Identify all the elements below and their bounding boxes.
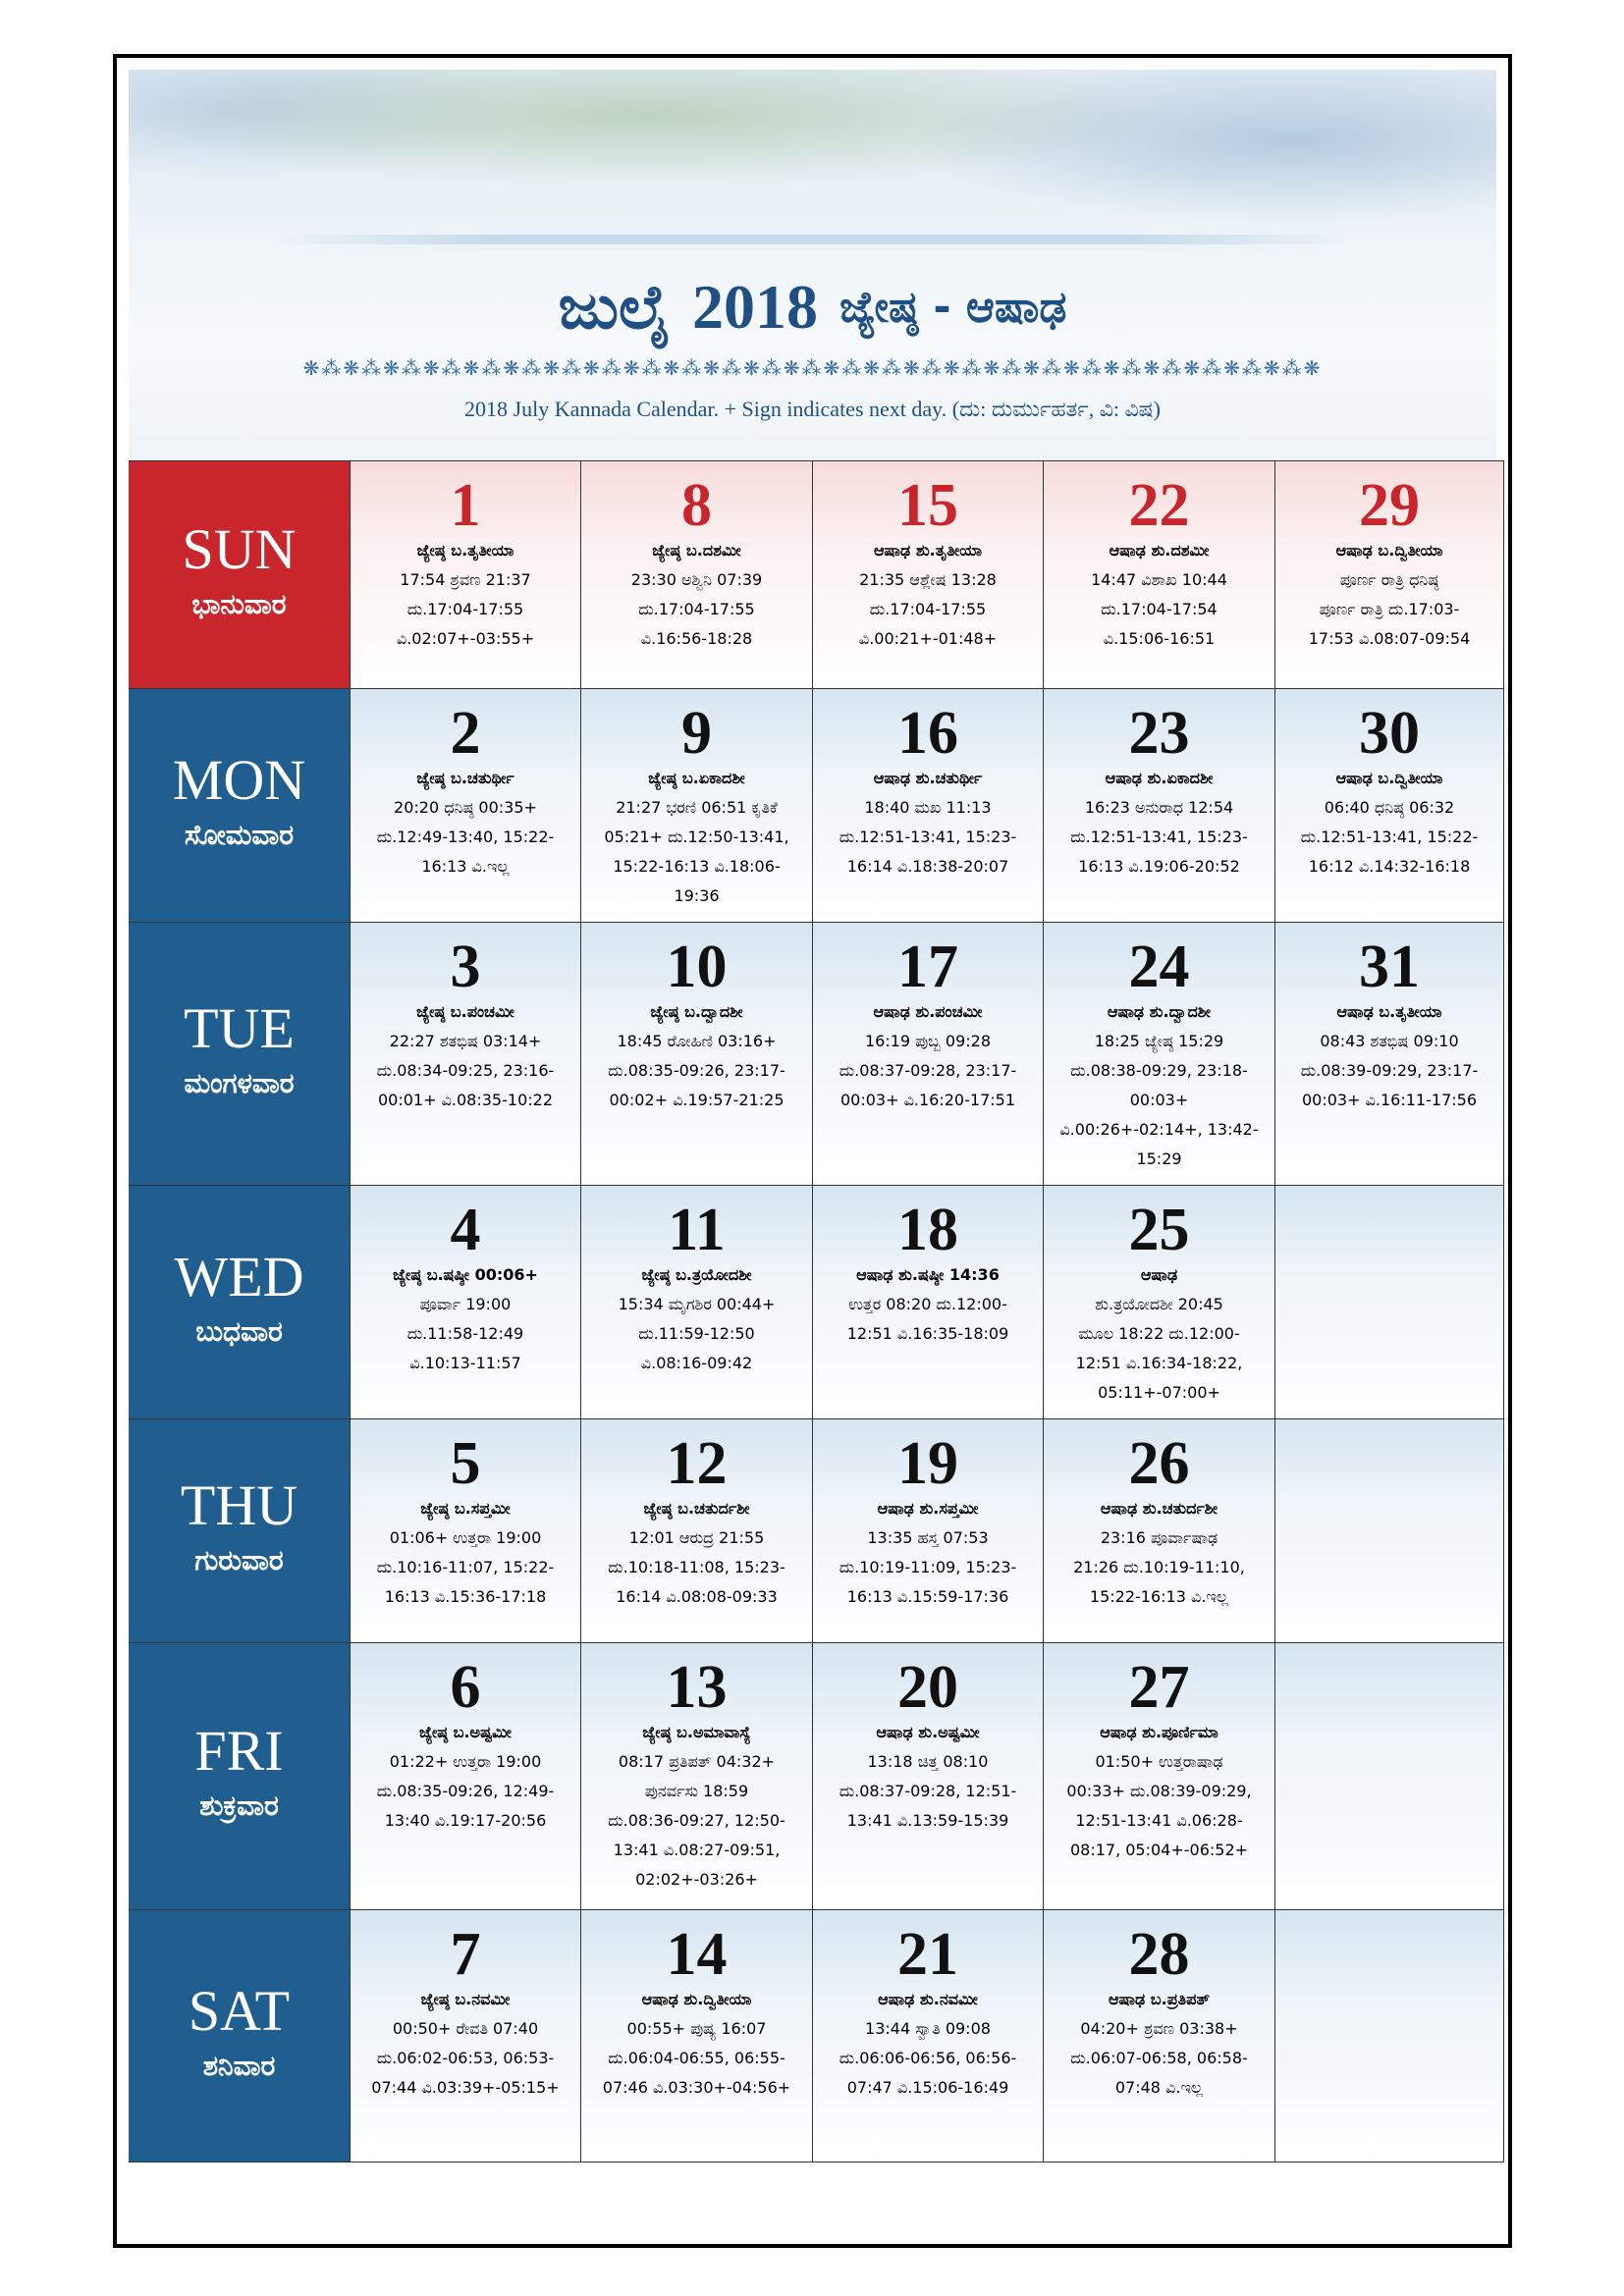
date-number: 29 <box>1359 472 1420 539</box>
panchang-line: 16:13 ವಿ.ಇಲ್ಲ <box>421 857 510 876</box>
panchang-info <box>813 536 1043 654</box>
panchang-info <box>813 997 1043 1115</box>
week-row-sat <box>129 1910 1504 2163</box>
panchang-line: ಆಷಾಢ ಶು.ಅಷ್ಟಮೀ <box>876 1723 980 1741</box>
date-number: 17 <box>897 934 958 1000</box>
date-cell-23 <box>1044 689 1275 922</box>
panchang-line: ಜ್ಯೇಷ್ಠ ಬ.ಏಕಾದಶೀ <box>648 769 745 787</box>
date-number: 20 <box>897 1654 958 1721</box>
panchang-line: ದು.08:35-09:26, 12:49- <box>376 1782 555 1800</box>
day-name-kannada: ಸೋಮವಾರ <box>184 819 295 851</box>
page-title <box>129 271 1496 344</box>
panchang-line: 00:03+ <box>1129 1091 1189 1109</box>
panchang-line: ಆಷಾಢ ಶು.ದ್ವಿತೀಯಾ <box>641 1990 752 2008</box>
panchang-line: ಜ್ಯೇಷ್ಠ ಬ.ಸಪ್ತಮೀ <box>420 1499 511 1518</box>
day-label-sat <box>129 1910 351 2162</box>
panchang-line: 21:26 ದು.10:19-11:10, <box>1073 1558 1245 1576</box>
panchang-line: 19:36 <box>674 886 720 905</box>
panchang-line: 04:20+ ಶ್ರವಣ 03:38+ <box>1080 2019 1238 2038</box>
panchang-line: 20:20 ಧನಿಷ್ಠ 00:35+ <box>394 798 537 817</box>
panchang-line: 13:40 ವಿ.19:17-20:56 <box>384 1811 547 1830</box>
panchang-line: ಶು.ತ್ರಯೋದಶೀ 20:45 <box>1095 1295 1223 1313</box>
date-cell-13 <box>581 1643 813 1909</box>
date-cell-14 <box>581 1910 813 2162</box>
subtitle: 2018 July Kannada Calendar. + Sign indicates next day. (ದು: ದುರ್ಮುಹರ್ತ, ವಿ: ವಿಷ) <box>464 397 1161 421</box>
panchang-line: ಆಷಾಢ ಶು.ನವಮೀ <box>878 1990 978 2008</box>
panchang-line: 00:55+ ಪುಷ್ಯ 16:07 <box>626 2019 767 2038</box>
panchang-line: ಆಷಾಢ ಶು.ಪಂಚಮೀ <box>873 1002 983 1021</box>
panchang-line: 12:51-13:41 ವಿ.06:28- <box>1075 1811 1243 1830</box>
date-number: 3 <box>450 934 481 1000</box>
panchang-line: 07:44 ವಿ.03:39+-05:15+ <box>371 2078 560 2097</box>
date-number: 21 <box>897 1921 958 1988</box>
date-number: 16 <box>897 700 958 767</box>
date-cell-29 <box>1275 461 1504 688</box>
date-cell-15 <box>813 461 1044 688</box>
empty-cell <box>1275 1419 1504 1642</box>
panchang-line: ವಿ.08:16-09:42 <box>640 1354 753 1372</box>
panchang-line: ದು.08:35-09:26, 23:17- <box>608 1061 785 1080</box>
panchang-line: ಪೂರ್ಣ ರಾತ್ರಿ ದು.17:03- <box>1319 600 1460 618</box>
date-cell-30 <box>1275 689 1504 922</box>
panchang-line: ಆಷಾಢ ಶು.ದಶಮೀ <box>1109 541 1210 560</box>
date-number: 28 <box>1128 1921 1190 1988</box>
day-label-sun <box>129 461 351 688</box>
panchang-line: ದು.17:04-17:55 <box>638 600 755 618</box>
panchang-line: ವಿ.15:06-16:51 <box>1103 629 1216 648</box>
panchang-line: ದು.12:51-13:41, 15:22- <box>1300 828 1479 846</box>
calendar-header <box>129 70 1496 462</box>
empty-cell <box>1275 1910 1504 2162</box>
day-name-english: TUE <box>184 996 295 1060</box>
day-label-tue <box>129 923 351 1185</box>
day-name-english: WED <box>174 1245 304 1308</box>
day-label-wed <box>129 1186 351 1418</box>
empty-cell <box>1275 1186 1504 1418</box>
panchang-line: 23:16 ಪೂರ್ವಾಷಾಢ <box>1100 1528 1218 1547</box>
panchang-line: 16:13 ವಿ.15:36-17:18 <box>384 1587 547 1606</box>
date-number: 7 <box>450 1921 481 1988</box>
panchang-line: 12:51 ವಿ.16:35-18:09 <box>846 1324 1009 1343</box>
panchang-line: ವಿ.10:13-11:57 <box>409 1354 521 1372</box>
date-cell-28 <box>1044 1910 1275 2162</box>
panchang-line: ಪೂರ್ವಾ 19:00 <box>419 1295 512 1313</box>
panchang-line: 16:23 ಅನುರಾಧ 12:54 <box>1084 798 1234 817</box>
day-label-thu <box>129 1419 351 1642</box>
panchang-line: 16:12 ವಿ.14:32-16:18 <box>1308 857 1471 876</box>
date-number: 31 <box>1359 934 1420 1000</box>
panchang-line: ವಿ.00:21+-01:48+ <box>858 629 998 648</box>
panchang-line: ದು.06:02-06:53, 06:53- <box>376 2049 555 2067</box>
panchang-info <box>581 764 812 911</box>
day-name-kannada: ಶುಕ್ರವಾರ <box>199 1789 279 1822</box>
panchang-line: ಆಷಾಢ ಶು.ಪೂರ್ಣಿಮಾ <box>1100 1723 1218 1741</box>
panchang-line: 15:22-16:13 ವಿ.ಇಲ್ಲ <box>1089 1587 1229 1606</box>
date-number: 12 <box>666 1430 728 1497</box>
day-name-english: MON <box>172 748 306 812</box>
week-row-sun <box>129 461 1504 689</box>
panchang-info <box>1275 997 1503 1115</box>
panchang-line: 12:51 ವಿ.16:34-18:22, <box>1075 1354 1243 1372</box>
panchang-line: ದು.17:04-17:55 <box>869 600 987 618</box>
panchang-line: ವಿ.16:56-18:28 <box>640 629 753 648</box>
panchang-info <box>351 764 580 881</box>
panchang-info <box>813 1494 1043 1612</box>
day-name-english: SUN <box>182 517 297 581</box>
title-month-kannada: ಜುಲೈ <box>558 271 672 343</box>
date-cell-3 <box>351 923 581 1185</box>
panchang-line: ದು.12:49-13:40, 15:22- <box>376 828 555 846</box>
date-number: 8 <box>681 472 712 539</box>
day-name-kannada: ಶನಿವಾರ <box>202 2050 276 2082</box>
date-cell-19 <box>813 1419 1044 1642</box>
panchang-line: 17:54 ಶ್ರವಣ 21:37 <box>400 570 531 589</box>
panchang-line: ದು.11:59-12:50 <box>638 1324 755 1343</box>
panchang-line: ಜ್ಯೇಷ್ಠ ಬ.ದಶಮೀ <box>652 541 741 560</box>
panchang-line: 15:34 ಮೃಗಶಿರ 00:44+ <box>618 1295 776 1313</box>
panchang-line: ದು.06:04-06:55, 06:55- <box>608 2049 785 2067</box>
panchang-info <box>813 1985 1043 2103</box>
panchang-line: 13:41 ವಿ.13:59-15:39 <box>846 1811 1009 1830</box>
panchang-info <box>351 1718 580 1836</box>
day-name-english: SAT <box>188 1979 291 2043</box>
panchang-line: ದು.08:37-09:28, 12:51- <box>839 1782 1017 1800</box>
date-number: 9 <box>681 700 712 767</box>
panchang-line: 08:17, 05:04+-06:52+ <box>1069 1841 1249 1859</box>
panchang-line: ಜ್ಯೇಷ್ಠ ಬ.ಷಷ್ಠೀ 00:06+ <box>393 1265 538 1284</box>
panchang-line: ದು.10:16-11:07, 15:22- <box>376 1558 555 1576</box>
panchang-line: 23:30 ಅಶ್ವಿನಿ 07:39 <box>630 570 763 589</box>
panchang-line: ದು.17:04-17:55 <box>406 600 524 618</box>
panchang-line: ಪೂರ್ಣ ರಾತ್ರಿ ಧನಿಷ್ಠ <box>1339 570 1439 589</box>
panchang-line: 15:29 <box>1136 1149 1182 1168</box>
date-cell-18 <box>813 1186 1044 1418</box>
panchang-line: ದು.08:36-09:27, 12:50- <box>608 1811 785 1830</box>
calendar-grid <box>129 460 1504 2097</box>
panchang-line: ಆಷಾಢ ಬ.ತೃತೀಯಾ <box>1336 1002 1442 1021</box>
calendar-frame <box>113 54 1512 2248</box>
panchang-line: ದು.08:37-09:28, 23:17- <box>839 1061 1017 1080</box>
date-number: 1 <box>450 472 481 539</box>
day-name-kannada: ಗುರುವಾರ <box>194 1544 284 1576</box>
panchang-info <box>581 1260 812 1378</box>
date-number: 30 <box>1359 700 1420 767</box>
panchang-line: ಆಷಾಢ ಬ.ಪ್ರತಿಪತ್ <box>1108 1990 1211 2008</box>
date-cell-11 <box>581 1186 813 1418</box>
panchang-line: ಆಷಾಢ ಶು.ಚತುರ್ದಶೀ <box>1100 1499 1218 1518</box>
panchang-line: 12:01 ಆರುದ್ರ 21:55 <box>628 1528 765 1547</box>
date-number: 4 <box>450 1197 481 1263</box>
date-cell-6 <box>351 1643 581 1909</box>
week-row-tue <box>129 923 1504 1186</box>
date-cell-16 <box>813 689 1044 922</box>
panchang-line: 01:06+ ಉತ್ತರಾ 19:00 <box>389 1528 542 1547</box>
panchang-info <box>1044 536 1274 654</box>
date-cell-20 <box>813 1643 1044 1909</box>
panchang-line: 05:11+-07:00+ <box>1098 1383 1220 1402</box>
panchang-line: 13:44 ಸ್ವಾತಿ 09:08 <box>865 2019 991 2038</box>
panchang-line: 13:35 ಹಸ್ತ 07:53 <box>867 1528 989 1547</box>
date-number: 13 <box>666 1654 728 1721</box>
date-cell-26 <box>1044 1419 1275 1642</box>
panchang-line: 16:19 ಪುಬ್ಬ 09:28 <box>864 1032 992 1050</box>
date-number: 19 <box>897 1430 958 1497</box>
panchang-info <box>351 1985 580 2103</box>
date-number: 22 <box>1128 472 1190 539</box>
panchang-line: 01:22+ ಉತ್ತರಾ 19:00 <box>389 1752 542 1771</box>
panchang-line: 08:17 ಪ್ರತಿಪತ್ 04:32+ <box>618 1752 776 1771</box>
panchang-line: ದು.11:58-12:49 <box>406 1324 524 1343</box>
panchang-info <box>1044 997 1274 1174</box>
panchang-line: ಆಷಾಢ ಬ.ದ್ವಿತೀಯಾ <box>1335 541 1443 560</box>
date-cell-25 <box>1044 1186 1275 1418</box>
panchang-line: 15:22-16:13 ವಿ.18:06- <box>613 857 781 876</box>
week-row-wed <box>129 1186 1504 1419</box>
panchang-line: 21:27 ಭರಣಿ 06:51 ಕೃತಿಕೆ <box>616 798 778 817</box>
panchang-line: ಜ್ಯೇಷ್ಠ ಬ.ತೃತೀಯಾ <box>416 541 514 560</box>
panchang-info <box>813 1718 1043 1836</box>
panchang-info <box>581 1985 812 2103</box>
panchang-line: 13:41 ವಿ.08:27-09:51, <box>613 1841 781 1859</box>
date-number: 11 <box>668 1197 726 1263</box>
panchang-info <box>1044 1260 1274 1408</box>
panchang-line: 07:48 ವಿ.ಇಲ್ಲ <box>1114 2078 1204 2097</box>
panchang-line: 00:03+ ವಿ.16:11-17:56 <box>1302 1091 1477 1109</box>
date-cell-12 <box>581 1419 813 1642</box>
panchang-info <box>1044 1494 1274 1612</box>
panchang-line: 07:47 ವಿ.15:06-16:49 <box>846 2078 1009 2097</box>
panchang-line: 16:14 ವಿ.08:08-09:33 <box>616 1587 778 1606</box>
panchang-line: ಪುನರ್ವಸು 18:59 <box>644 1782 749 1800</box>
panchang-info <box>1044 1985 1274 2103</box>
panchang-line: 00:33+ ದು.08:39-09:29, <box>1066 1782 1252 1800</box>
panchang-line: ದು.17:04-17:54 <box>1101 600 1218 618</box>
day-name-kannada: ಬುಧವಾರ <box>195 1315 283 1348</box>
date-cell-8 <box>581 461 813 688</box>
panchang-info <box>351 536 580 654</box>
date-cell-24 <box>1044 923 1275 1185</box>
date-number: 18 <box>897 1197 958 1263</box>
panchang-line: ಆಷಾಢ ಶು.ಏಕಾದಶೀ <box>1105 769 1214 787</box>
panchang-info <box>1275 536 1503 654</box>
date-number: 23 <box>1128 700 1190 767</box>
panchang-line: 16:13 ವಿ.19:06-20:52 <box>1078 857 1240 876</box>
panchang-line: ಮೂಲ 18:22 ದು.12:00- <box>1078 1324 1240 1343</box>
panchang-line: ದು.08:39-09:29, 23:17- <box>1300 1061 1479 1080</box>
panchang-line: ಜ್ಯೇಷ್ಠ ಬ.ಚತುರ್ದಶೀ <box>643 1499 750 1518</box>
date-cell-31 <box>1275 923 1504 1185</box>
panchang-line: ಉತ್ತರ 08:20 ದು.12:00- <box>848 1295 1007 1313</box>
panchang-info <box>351 1494 580 1612</box>
date-number: 25 <box>1128 1197 1190 1263</box>
panchang-line: ಜ್ಯೇಷ್ಠ ಬ.ಚತುರ್ಥೀ <box>416 769 514 787</box>
day-name-kannada: ಭಾನುವಾರ <box>191 588 287 620</box>
panchang-info <box>351 997 580 1115</box>
week-row-fri <box>129 1643 1504 1910</box>
panchang-line: 21:35 ಆಶ್ಲೇಷ 13:28 <box>859 570 997 589</box>
panchang-line: 02:02+-03:26+ <box>635 1870 758 1889</box>
week-row-mon <box>129 689 1504 923</box>
panchang-line: 01:50+ ಉತ್ತರಾಷಾಢ <box>1095 1752 1223 1771</box>
day-name-english: FRI <box>194 1719 284 1783</box>
panchang-line: 00:02+ ವಿ.19:57-21:25 <box>609 1091 785 1109</box>
panchang-line: ಜ್ಯೇಷ್ಠ ಬ.ಅಮಾವಾಸ್ಯೆ <box>642 1723 751 1741</box>
date-number: 24 <box>1128 934 1190 1000</box>
panchang-line: ದು.06:06-06:56, 06:56- <box>839 2049 1017 2067</box>
header-decor-bar <box>276 235 1349 244</box>
date-number: 15 <box>897 472 958 539</box>
panchang-line: 05:21+ ದು.12:50-13:41, <box>604 828 789 846</box>
panchang-info <box>581 1494 812 1612</box>
date-number: 2 <box>450 700 481 767</box>
date-cell-21 <box>813 1910 1044 2162</box>
panchang-line: ಆಷಾಢ ಶು.ದ್ವಾದಶೀ <box>1107 1002 1212 1021</box>
panchang-line: 16:13 ವಿ.15:59-17:36 <box>846 1587 1009 1606</box>
date-cell-9 <box>581 689 813 922</box>
week-row-thu <box>129 1419 1504 1643</box>
panchang-line: 00:50+ ರೇವತಿ 07:40 <box>392 2019 539 2038</box>
panchang-line: ಜ್ಯೇಷ್ಠ ಬ.ತ್ರಯೋದಶೀ <box>641 1265 752 1284</box>
panchang-line: ಆಷಾಢ ಶು.ಷಷ್ಠೀ 14:36 <box>856 1265 1000 1284</box>
panchang-line: 00:03+ ವಿ.16:20-17:51 <box>840 1091 1015 1109</box>
panchang-info <box>813 764 1043 881</box>
panchang-line: 07:46 ವಿ.03:30+-04:56+ <box>602 2078 791 2097</box>
panchang-line: ದು.10:19-11:09, 15:23- <box>839 1558 1017 1576</box>
panchang-line: 17:53 ವಿ.08:07-09:54 <box>1308 629 1471 648</box>
date-cell-1 <box>351 461 581 688</box>
panchang-line: 18:45 ರೋಹಿಣಿ 03:16+ <box>617 1032 777 1050</box>
title-lunar-months: ಜ್ಯೇಷ್ಠ - ಆಷಾಢ <box>839 282 1067 333</box>
date-cell-17 <box>813 923 1044 1185</box>
panchang-line: 00:01+ ವಿ.08:35-10:22 <box>378 1091 553 1109</box>
panchang-info <box>1275 764 1503 881</box>
panchang-info <box>1044 764 1274 881</box>
panchang-info <box>581 536 812 654</box>
panchang-info <box>581 997 812 1115</box>
panchang-line: ದು.10:18-11:08, 15:23- <box>608 1558 785 1576</box>
date-number: 27 <box>1128 1654 1190 1721</box>
day-label-fri <box>129 1643 351 1909</box>
title-year: 2018 <box>692 272 819 342</box>
panchang-line: ಆಷಾಢ ಬ.ದ್ವಿತೀಯಾ <box>1335 769 1443 787</box>
panchang-line: ಜ್ಯೇಷ್ಠ ಬ.ನವಮೀ <box>420 1990 511 2008</box>
day-name-kannada: ಮಂಗಳವಾರ <box>184 1067 295 1099</box>
panchang-line: 14:47 ವಿಶಾಖ 10:44 <box>1091 570 1227 589</box>
panchang-line: ದು.08:34-09:25, 23:16- <box>376 1061 555 1080</box>
panchang-line: ಜ್ಯೇಷ್ಠ ಬ.ದ್ವಾದಶೀ <box>650 1002 743 1021</box>
panchang-line: ಜ್ಯೇಷ್ಠ ಬ.ಅಷ್ಟಮೀ <box>418 1723 513 1741</box>
panchang-line: ಆಷಾಢ ಶು.ಚತುರ್ಥೀ <box>873 769 983 787</box>
panchang-info <box>1044 1718 1274 1865</box>
ornament-divider: ❋⁂❋⁂❋⁂❋⁂❋⁂❋⁂❋⁂❋⁂❋⁂❋⁂❋⁂❋⁂❋⁂❋⁂❋⁂❋⁂❋⁂❋⁂❋⁂❋⁂❋⁂❋⁂❋⁂❋⁂❋⁂❋ <box>302 356 1323 380</box>
day-label-mon <box>129 689 351 922</box>
panchang-line: 08:43 ಶತಭಿಷ 09:10 <box>1320 1032 1459 1050</box>
date-cell-5 <box>351 1419 581 1642</box>
panchang-line: ಆಷಾಢ ಶು.ತೃತೀಯಾ <box>873 541 983 560</box>
date-number: 26 <box>1128 1430 1190 1497</box>
panchang-line: 18:40 ಮಖ 11:13 <box>864 798 992 817</box>
date-number: 14 <box>666 1921 728 1988</box>
date-cell-2 <box>351 689 581 922</box>
panchang-line: ದು.12:51-13:41, 15:23- <box>839 828 1017 846</box>
date-number: 6 <box>450 1654 481 1721</box>
panchang-line: 16:14 ವಿ.18:38-20:07 <box>846 857 1009 876</box>
date-cell-10 <box>581 923 813 1185</box>
panchang-line: ವಿ.00:26+-02:14+, 13:42- <box>1059 1120 1259 1139</box>
panchang-info <box>813 1260 1043 1349</box>
empty-cell <box>1275 1643 1504 1909</box>
panchang-line: 13:18 ಚಿತ್ತ 08:10 <box>867 1752 989 1771</box>
panchang-line: 18:25 ಜ್ಯೇಷ್ಠ 15:29 <box>1094 1032 1224 1050</box>
panchang-line: ದು.12:51-13:41, 15:23- <box>1070 828 1248 846</box>
panchang-line: ದು.08:38-09:29, 23:18- <box>1070 1061 1248 1080</box>
panchang-line: 06:40 ಧನಿಷ್ಠ 06:32 <box>1324 798 1455 817</box>
panchang-line: ಜ್ಯೇಷ್ಠ ಬ.ಪಂಚಮೀ <box>416 1002 514 1021</box>
day-name-english: THU <box>180 1473 298 1537</box>
date-number: 10 <box>666 934 728 1000</box>
panchang-line: ವಿ.02:07+-03:55+ <box>396 629 535 648</box>
panchang-line: 22:27 ಶತಭಿಷ 03:14+ <box>389 1032 542 1050</box>
panchang-info <box>351 1260 580 1378</box>
date-cell-7 <box>351 1910 581 2162</box>
date-cell-27 <box>1044 1643 1275 1909</box>
date-cell-4 <box>351 1186 581 1418</box>
panchang-line: ಆಷಾಢ ಶು.ಸಪ್ತಮೀ <box>877 1499 979 1518</box>
date-cell-22 <box>1044 461 1275 688</box>
panchang-info <box>581 1718 812 1895</box>
footer-blank <box>129 2162 1504 2238</box>
date-number: 5 <box>450 1430 481 1497</box>
panchang-line: ದು.06:07-06:58, 06:58- <box>1070 2049 1248 2067</box>
panchang-line: ಆಷಾಢ <box>1140 1265 1178 1284</box>
